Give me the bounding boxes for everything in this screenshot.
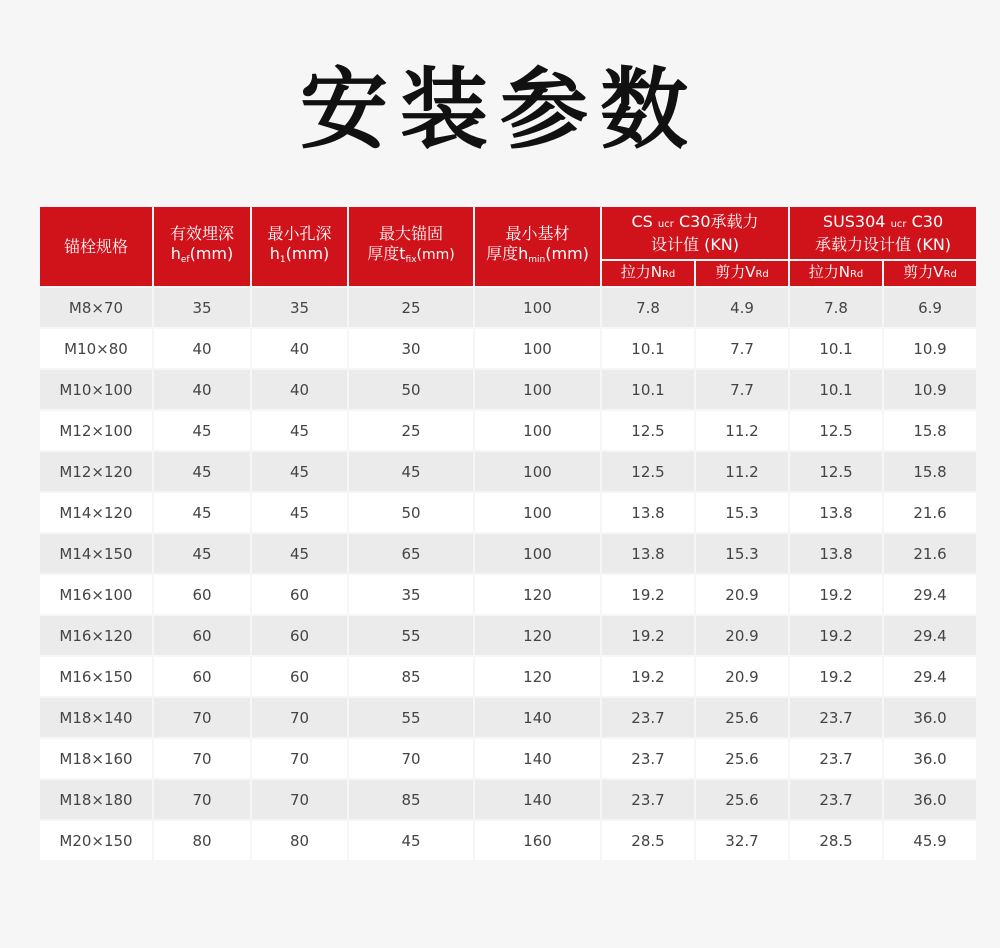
table-cell: 100 [475, 411, 600, 450]
table-cell: M16×150 [40, 657, 152, 696]
table-cell: 45 [154, 452, 250, 491]
table-cell: 45.9 [884, 821, 976, 860]
table-cell: 12.5 [790, 452, 882, 491]
table-cell: M16×120 [40, 616, 152, 655]
table-cell: 12.5 [790, 411, 882, 450]
table-cell: 36.0 [884, 698, 976, 737]
table-cell: 45 [349, 821, 473, 860]
table-cell: 7.7 [696, 329, 788, 368]
table-cell: 13.8 [602, 493, 694, 532]
table-cell: 28.5 [602, 821, 694, 860]
table-cell: 60 [252, 575, 347, 614]
table-cell: 11.2 [696, 411, 788, 450]
table-cell: 25 [349, 411, 473, 450]
table-cell: 30 [349, 329, 473, 368]
table-cell: 20.9 [696, 575, 788, 614]
table-cell: 40 [154, 370, 250, 409]
table-cell: 36.0 [884, 780, 976, 819]
table-cell: M18×180 [40, 780, 152, 819]
table-cell: 45 [349, 452, 473, 491]
table-cell: 60 [154, 657, 250, 696]
table-cell: 70 [252, 698, 347, 737]
header-hmin: 最小基材 厚度$h_{min}(mm)$ [475, 207, 600, 286]
install-params-table [38, 205, 978, 862]
table-cell: 100 [475, 452, 600, 491]
table-row [40, 780, 976, 819]
table-cell: 60 [252, 616, 347, 655]
table-cell: 45 [252, 411, 347, 450]
table-cell: 7.8 [602, 288, 694, 327]
table-cell: 23.7 [602, 698, 694, 737]
table-cell: 19.2 [790, 616, 882, 655]
table-row [40, 329, 976, 368]
table-cell: 55 [349, 616, 473, 655]
table-cell: 28.5 [790, 821, 882, 860]
table-cell: 7.7 [696, 370, 788, 409]
table-cell: 140 [475, 739, 600, 778]
table-cell: 21.6 [884, 493, 976, 532]
table-cell: 85 [349, 657, 473, 696]
table-row [40, 411, 976, 450]
header-tfix: 最大锚固 厚度$t_{fix}(mm)$ [349, 207, 473, 286]
table-row [40, 616, 976, 655]
table-row [40, 288, 976, 327]
table-cell: 12.5 [602, 452, 694, 491]
table-cell: 160 [475, 821, 600, 860]
table-cell: 29.4 [884, 575, 976, 614]
table-cell: 20.9 [696, 657, 788, 696]
table-cell: 70 [154, 780, 250, 819]
table-cell: 45 [154, 493, 250, 532]
table-cell: 60 [252, 657, 347, 696]
table-cell: 4.9 [696, 288, 788, 327]
table-cell: 120 [475, 575, 600, 614]
table-row [40, 534, 976, 573]
table-cell: 65 [349, 534, 473, 573]
table-cell: 40 [154, 329, 250, 368]
table-cell: 40 [252, 329, 347, 368]
table-cell: 45 [252, 452, 347, 491]
header-hef: 有效埋深 $h_{ef}(mm)$ [154, 207, 250, 286]
table-cell: 70 [252, 739, 347, 778]
table-cell: 19.2 [790, 657, 882, 696]
table-cell: 100 [475, 329, 600, 368]
table-cell: 10.1 [790, 329, 882, 368]
table-cell: 45 [252, 534, 347, 573]
table-row [40, 452, 976, 491]
table-cell: 100 [475, 288, 600, 327]
table-cell: 50 [349, 493, 473, 532]
table-cell: 80 [154, 821, 250, 860]
table-cell: 29.4 [884, 616, 976, 655]
table-cell: 35 [154, 288, 250, 327]
table-cell: M12×100 [40, 411, 152, 450]
header-sus-tension: 拉力NRd [790, 261, 882, 286]
table-cell: 19.2 [790, 575, 882, 614]
table-cell: M18×160 [40, 739, 152, 778]
table-cell: 21.6 [884, 534, 976, 573]
table-cell: 13.8 [790, 493, 882, 532]
table-cell: 85 [349, 780, 473, 819]
table-row [40, 657, 976, 696]
table-cell: 70 [252, 780, 347, 819]
table-cell: 120 [475, 616, 600, 655]
table-cell: 13.8 [602, 534, 694, 573]
table-cell: 25 [349, 288, 473, 327]
table-row [40, 370, 976, 409]
header-cs: CS ucr C30承载力 设计值 (KN) [602, 207, 788, 259]
table-cell: 15.3 [696, 493, 788, 532]
table-cell: 23.7 [790, 739, 882, 778]
table-cell: M10×100 [40, 370, 152, 409]
table-cell: 100 [475, 370, 600, 409]
table-cell: 25.6 [696, 739, 788, 778]
table-cell: 36.0 [884, 739, 976, 778]
table-cell: 23.7 [602, 739, 694, 778]
table-row [40, 698, 976, 737]
table-cell: 50 [349, 370, 473, 409]
table-cell: 40 [252, 370, 347, 409]
table-cell: 15.8 [884, 411, 976, 450]
table-cell: 19.2 [602, 575, 694, 614]
table-cell: 10.9 [884, 329, 976, 368]
table-cell: 10.9 [884, 370, 976, 409]
header-cs-tension: 拉力NRd [602, 261, 694, 286]
table-cell: 120 [475, 657, 600, 696]
table-cell: 11.2 [696, 452, 788, 491]
table-cell: 45 [154, 411, 250, 450]
table-cell: 23.7 [790, 780, 882, 819]
table-cell: M8×70 [40, 288, 152, 327]
table-cell: 23.7 [790, 698, 882, 737]
table-cell: 19.2 [602, 657, 694, 696]
table-row [40, 821, 976, 860]
table-cell: M10×80 [40, 329, 152, 368]
table-cell: 140 [475, 698, 600, 737]
header-sus: SUS304 ucr C30 承载力设计值 (KN) [790, 207, 976, 259]
table-cell: 70 [349, 739, 473, 778]
table-cell: 35 [252, 288, 347, 327]
table-cell: 10.1 [602, 370, 694, 409]
table-cell: 29.4 [884, 657, 976, 696]
table-cell: 25.6 [696, 698, 788, 737]
header-spec: 锚栓规格 [40, 207, 152, 286]
table-row [40, 739, 976, 778]
table-cell: 10.1 [602, 329, 694, 368]
table-cell: 25.6 [696, 780, 788, 819]
table-cell: 7.8 [790, 288, 882, 327]
header-h1: 最小孔深 $h_1(mm)$ [252, 207, 347, 286]
table-cell: 70 [154, 698, 250, 737]
table-cell: 60 [154, 616, 250, 655]
table-cell: M14×120 [40, 493, 152, 532]
table-cell: M18×140 [40, 698, 152, 737]
page-title: 安装参数 [299, 58, 700, 161]
table-cell: 20.9 [696, 616, 788, 655]
table-cell: 80 [252, 821, 347, 860]
table-cell: 15.3 [696, 534, 788, 573]
table-cell: M12×120 [40, 452, 152, 491]
table-cell: 100 [475, 534, 600, 573]
table-row [40, 575, 976, 614]
table-cell: M20×150 [40, 821, 152, 860]
table-cell: 10.1 [790, 370, 882, 409]
table-cell: 140 [475, 780, 600, 819]
table-cell: 100 [475, 493, 600, 532]
table-row [40, 493, 976, 532]
table-cell: 19.2 [602, 616, 694, 655]
table-cell: 35 [349, 575, 473, 614]
table-cell: 32.7 [696, 821, 788, 860]
table-cell: M16×100 [40, 575, 152, 614]
table-cell: 55 [349, 698, 473, 737]
table-cell: 13.8 [790, 534, 882, 573]
table-cell: 23.7 [602, 780, 694, 819]
table-cell: 45 [252, 493, 347, 532]
header-sus-shear: 剪力VRd [884, 261, 976, 286]
table-cell: M14×150 [40, 534, 152, 573]
table-cell: 15.8 [884, 452, 976, 491]
table-cell: 6.9 [884, 288, 976, 327]
table-cell: 45 [154, 534, 250, 573]
table-cell: 70 [154, 739, 250, 778]
table-cell: 60 [154, 575, 250, 614]
table-cell: 12.5 [602, 411, 694, 450]
header-cs-shear: 剪力VRd [696, 261, 788, 286]
